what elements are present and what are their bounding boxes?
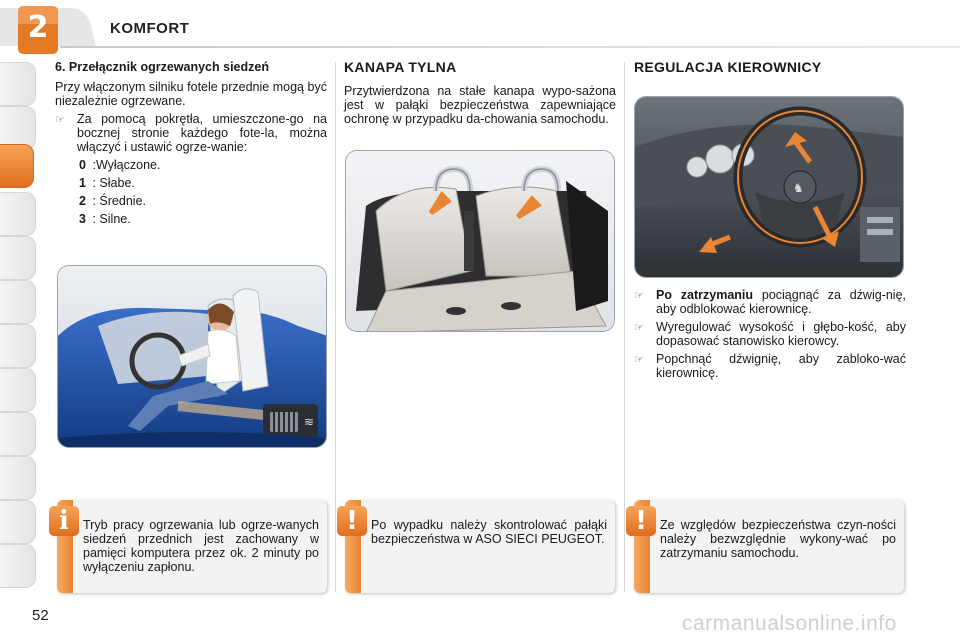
level-item xyxy=(79,158,327,172)
warning-note-text: Ze względów bezpieczeństwa czyn-ności należy bezwzględnie wykony-wać po zatrzymaniu samochodu. xyxy=(660,518,896,560)
header-rule xyxy=(60,46,960,48)
warning-note xyxy=(345,500,615,593)
column-rear-bench xyxy=(344,60,616,130)
svg-text:♞: ♞ xyxy=(793,181,804,195)
level-item xyxy=(79,194,327,208)
level-number: 0 xyxy=(79,158,86,172)
page-number: 52 xyxy=(32,607,49,624)
level-text: :Wyłączone. xyxy=(92,158,161,172)
info-note-text: Tryb pracy ogrzewania lub ogrze-wanych siedzeń przednich jest zachowany w pamięci komputera przez ok. 2 minuty po wyłączeniu zapłonu. xyxy=(83,518,319,574)
info-icon: i xyxy=(49,506,79,536)
level-number: 2 xyxy=(79,194,86,208)
section-heading: KANAPA TYLNA xyxy=(344,59,457,75)
level-item xyxy=(79,212,327,226)
chapter-tab[interactable] xyxy=(0,456,36,500)
instruction-bullet xyxy=(55,112,327,154)
chapter-tab[interactable] xyxy=(0,324,36,368)
chapter-tab[interactable] xyxy=(0,280,36,324)
warning-icon: ! xyxy=(337,506,367,536)
hand-pointer-icon: ☞ xyxy=(634,290,644,302)
steering-steps xyxy=(634,288,906,384)
column-divider xyxy=(335,62,336,592)
bullet-text: Popchnąć dźwignię, aby zabloko-wać kierownicę. xyxy=(656,352,906,380)
svg-text:≋: ≋ xyxy=(304,415,315,429)
bullet-text: Za pomocą pokrętła, umieszczone-go na bocznej stronie każdego fote-la, można włączyć i ustawić ogrze-wanie: xyxy=(77,112,327,154)
section-heading: REGULACJA KIEROWNICY xyxy=(634,59,822,75)
instruction-bullet xyxy=(634,288,906,316)
chapter-tab[interactable] xyxy=(0,412,36,456)
hand-pointer-icon: ☞ xyxy=(634,322,644,334)
level-text: : Słabe. xyxy=(92,176,135,190)
section-subtitle: 6. Przełącznik ogrzewanych siedzeń xyxy=(55,60,269,74)
chapter-tab[interactable] xyxy=(0,192,36,236)
level-number: 1 xyxy=(79,176,86,190)
steering-wheel-illustration xyxy=(634,96,904,278)
warning-icon: ! xyxy=(626,506,656,536)
level-text: : Średnie. xyxy=(92,194,146,208)
watermark: carmanualsonline.info xyxy=(682,612,897,635)
chapter-tab[interactable] xyxy=(0,368,36,412)
chapter-tab[interactable] xyxy=(0,544,36,588)
column-divider xyxy=(624,62,625,592)
hand-pointer-icon: ☞ xyxy=(634,354,644,366)
level-text: : Silne. xyxy=(92,212,131,226)
chapter-tab[interactable] xyxy=(0,236,36,280)
instruction-bullet xyxy=(634,352,906,380)
level-number: 3 xyxy=(79,212,86,226)
column-steering-adjustment xyxy=(634,60,906,84)
chapter-tab-active[interactable] xyxy=(0,144,34,188)
chapter-tab[interactable] xyxy=(0,62,36,106)
level-item xyxy=(79,176,327,190)
instruction-bullet xyxy=(634,320,906,348)
column-heated-seats xyxy=(55,60,327,230)
page-title: KOMFORT xyxy=(110,20,190,37)
section-text: Przytwierdzona na stałe kanapa wypo-sażona jest w pałąki bezpieczeństwa zapewniające ochronę w przypadku da-chowania samochodu. xyxy=(344,84,616,126)
info-note xyxy=(57,500,327,593)
warning-note-text: Po wypadku należy skontrolować pałąki bezpieczeństwa w ASO SIECI PEUGEOT. xyxy=(371,518,607,546)
rear-bench-illustration xyxy=(345,150,615,332)
bullet-text: pociągnąć za dźwig-nię, aby odblokować kierownicę. xyxy=(656,288,906,316)
chapter-number: 2 xyxy=(27,10,49,45)
warning-note xyxy=(634,500,904,593)
bullet-bold: Po zatrzymaniu xyxy=(656,288,754,302)
bullet-text: Wyregulować wysokość i głębo-kość, aby dopasować stanowisko kierowcy. xyxy=(656,320,906,348)
intro-text: Przy włączonym silniku fotele przednie mogą być niezależnie ogrzewane. xyxy=(55,80,327,108)
heated-seat-illustration xyxy=(57,265,327,448)
chapter-tab[interactable] xyxy=(0,500,36,544)
hand-pointer-icon: ☞ xyxy=(55,114,65,126)
